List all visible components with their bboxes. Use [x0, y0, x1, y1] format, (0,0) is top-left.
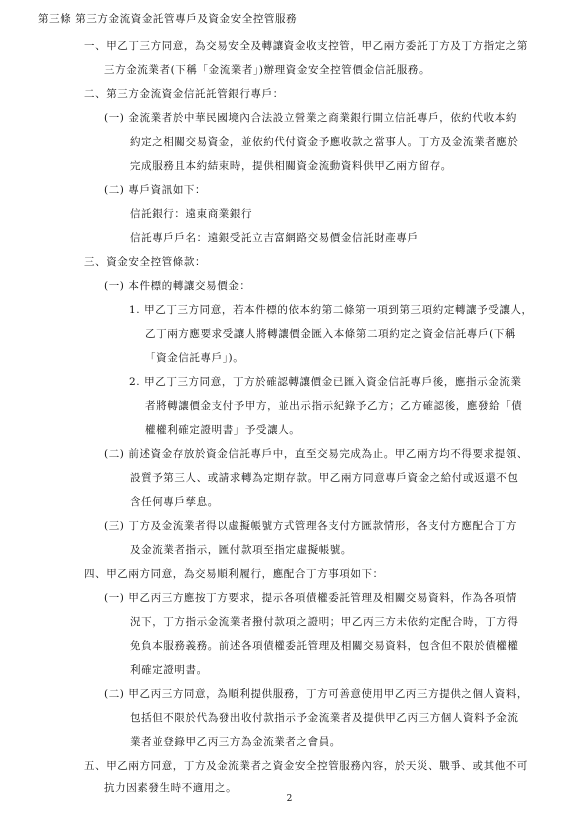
clause-3-1-item-1-line-1: 1. 甲乙丁三方同意，若本件標的依本約第二條第一項到第三項約定轉讓予受讓人，	[129, 304, 533, 316]
clause-2-1-line-1: (一) 金流業者於中華民國境內合法設立營業之商業銀行開立信託專戶，依約代收本約	[104, 112, 517, 124]
clause-3-1-item-2-line-1: 2. 甲乙丁三方同意，丁方於確認轉讓價金已匯入資金信託專戶後，應指示金流業	[129, 376, 522, 388]
clause-4-2-line-3: 業者並登錄甲乙丙三方為金流業者之會員。	[130, 736, 341, 748]
trust-account-name: 信託專戶戶名：遠銀受託立吉富網路交易價金信託財產專戶	[130, 232, 419, 244]
clause-3-heading: 三、資金安全控管條款：	[84, 256, 207, 268]
clause-3-2-line-3: 含任何專戶孳息。	[130, 496, 219, 508]
clause-4-1-line-3: 免負本服務義務。前述各項債權委託管理及相關交易資料，包含但不限於債權權	[130, 640, 519, 652]
clause-3-1-item-2-line-3: 權權利確定證明書」予受讓人。	[145, 424, 301, 436]
clause-3-2-line-1: (二) 前述資金存放於資金信託專戶中，直至交易完成為止。甲乙兩方均不得要求提領、	[104, 448, 529, 460]
clause-4-2-line-1: (二) 甲乙丙三方同意，為順利提供服務，丁方可善意使用甲乙丙三方提供之個人資料，	[104, 688, 529, 700]
clause-2-1-line-3: 完成服務且本約結束時，提供相關資金流動資料供甲乙兩方留存。	[130, 160, 452, 172]
clause-3-1-item-1-line-3: 「資金信託專戶」)。	[145, 352, 245, 364]
clause-3-3-line-1: (三) 丁方及金流業者得以虛擬帳號方式管理各支付方匯款情形，各支付方應配合丁方	[104, 520, 517, 532]
clause-4-heading: 四、甲乙兩方同意，為交易順利履行，應配合丁方事項如下：	[84, 568, 384, 580]
clause-1-line-2: 三方金流業者(下稱「金流業者」)辦理資金安全控管價金信託服務。	[104, 64, 431, 76]
clause-2-2-heading: (二) 專戶資訊如下：	[104, 184, 207, 196]
trust-bank: 信託銀行：遠東商業銀行	[130, 208, 253, 220]
clause-1-line-1: 一、甲乙丁三方同意，為交易安全及轉讓資金收支控管，甲乙兩方委託丁方及丁方指定之第	[84, 40, 528, 52]
clause-3-3-line-2: 及金流業者指示，匯付款項至指定虛擬帳號。	[130, 544, 352, 556]
clause-4-1-line-2: 況下，丁方指示金流業者撥付款項之證明；甲乙丙三方未依約定配合時，丁方得	[130, 616, 519, 628]
clause-3-1-heading: (一) 本件標的轉讓交易價金：	[104, 280, 251, 292]
clause-3-1-item-1-line-2: 乙丁兩方應要求受讓人將轉讓價金匯入本條第二項約定之資金信託專戶(下稱	[145, 328, 516, 340]
article-title: 第三條 第三方金流資金託管專戶及資金安全控管服務	[38, 13, 298, 25]
clause-5-line-2: 抗力因素發生時不適用之。	[104, 782, 238, 794]
clause-2-1-line-2: 約定之相關交易資金，並依約代付資金予應收款之當事人。丁方及金流業者應於	[130, 136, 519, 148]
clause-3-2-line-2: 設質予第三人、或請求轉為定期存款。甲乙兩方同意專戶資金之給付或返還不包	[130, 472, 519, 484]
clause-5-line-1: 五、甲乙兩方同意，丁方及金流業者之資金安全控管服務內容，於天災、戰爭、或其他不可	[84, 760, 528, 772]
clause-3-1-item-2-line-2: 者將轉讓價金支付予甲方，並出示指示紀錄予乙方；乙方確認後，應發給「債	[145, 400, 523, 412]
clause-4-2-line-2: 包括但不限於代為發出收付款指示予金流業者及提供甲乙丙三方個人資料予金流	[130, 712, 519, 724]
clause-2-heading: 二、第三方金流資金信託託管銀行專戶：	[84, 88, 284, 100]
clause-4-1-line-1: (一) 甲乙丙三方應按丁方要求，提示各項債權委託管理及相關交易資料，作為各項情	[104, 592, 517, 604]
page-number: 2	[286, 794, 293, 804]
clause-4-1-line-4: 利確定證明書。	[130, 664, 208, 676]
